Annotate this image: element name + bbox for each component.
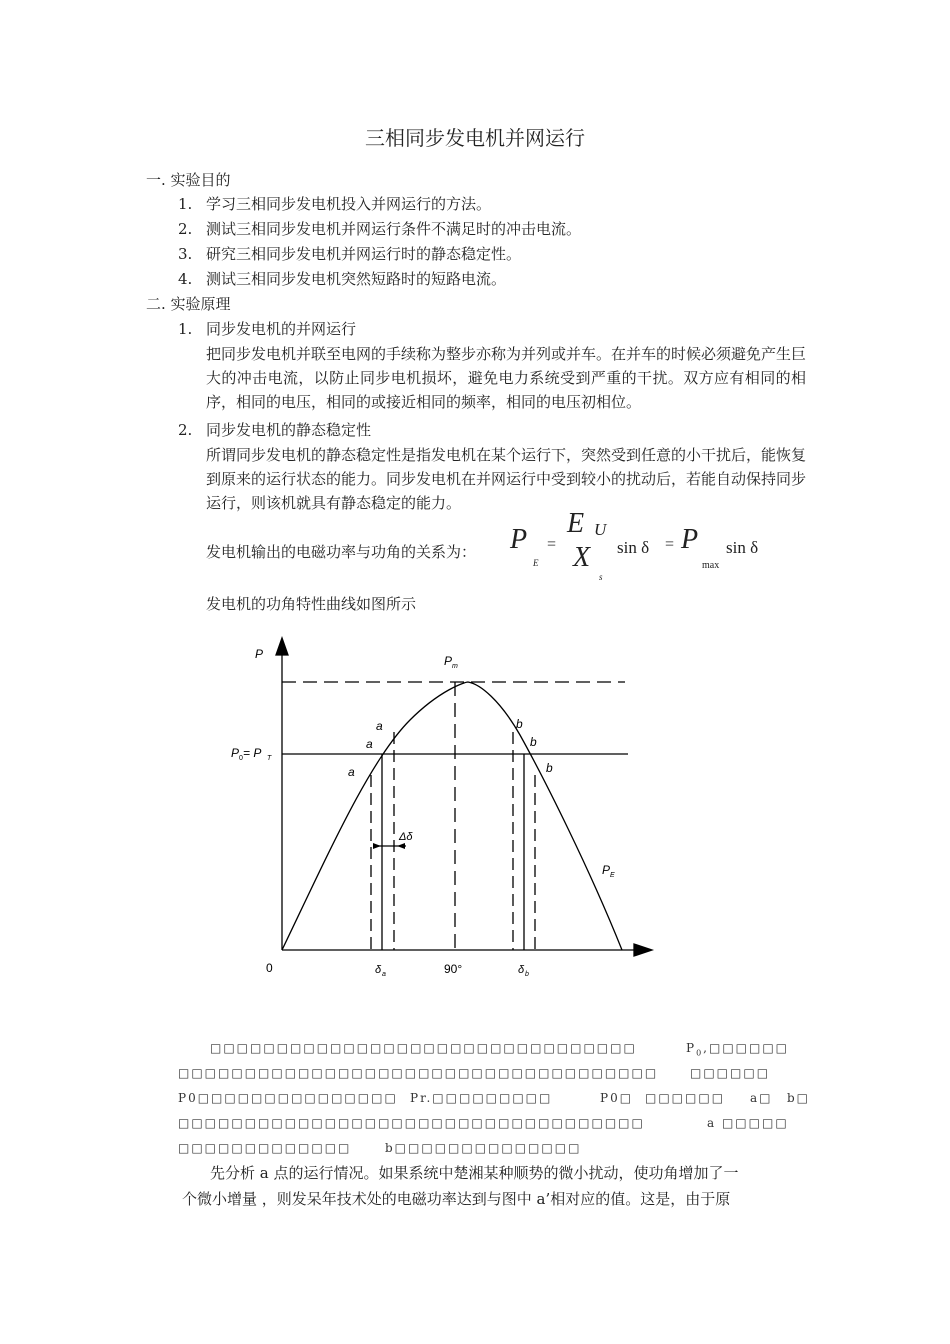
section-1-heading: 一. 实验目的: [146, 171, 231, 189]
a-dprime-label: a: [348, 765, 355, 779]
p0-label-sub: 0: [239, 755, 243, 762]
formula-sub-e: E: [533, 558, 539, 568]
b-dprime-label: b: [546, 761, 553, 775]
list-number: 3.: [178, 245, 193, 263]
delta-axis-arrow: [634, 944, 652, 956]
formula-u: U: [594, 520, 607, 539]
garbled-fragment: Pr.□□□□□□□□□: [410, 1091, 553, 1105]
formula-intro: 发电机输出的电磁功率与功角的关系为：: [206, 543, 477, 561]
delta-delta-label: Δδ: [399, 831, 413, 843]
formula-x: X: [573, 542, 591, 573]
subsection-title: 同步发电机的静态稳定性: [206, 421, 372, 439]
power-angle-diagram: [220, 630, 660, 990]
list-item: 测试三相同步发电机突然短路时的短路电流。: [206, 270, 507, 288]
formula-eq-2: =: [665, 536, 675, 553]
garbled-fragment: P0□: [600, 1091, 634, 1105]
pt-label: = P: [243, 746, 262, 760]
p-axis-arrow: [276, 638, 288, 655]
b-prime-label: b: [516, 717, 523, 731]
list-item: 测试三相同步发电机并网运行条件不满足时的冲击电流。: [206, 220, 582, 238]
paragraph-line: 个微小增量 ，则发呆年技术处的电磁功率达到与图中 a’相对应的值。这是，由于原: [182, 1190, 731, 1208]
formula-eq: =: [547, 536, 557, 553]
p-axis-label: P: [255, 647, 264, 661]
paragraph: 所谓同步发电机的静态稳定性是指发电机在某个运行下，突然受到任意的小干扰后，能恢复到原来的运行状态的能力。同步发电机在并网运行中受到较小的扰动后，若能自动保持同步运行，则该机就具有静态稳定的能力。: [206, 446, 807, 512]
formula: [505, 510, 795, 585]
formula-p-2: P: [681, 524, 699, 555]
delta-b-label: δ: [518, 964, 525, 976]
list-number: 1.: [178, 195, 193, 213]
garbled-line: P0□□□□□□□□□□□□□□□: [178, 1091, 398, 1105]
garbled-line: □□□□□□□□□□□□□□□□□□□□□□□□□□□□□□□□□□□□: [178, 1066, 659, 1080]
formula-p: P: [510, 524, 528, 555]
page-title: 三相同步发电机并网运行: [365, 126, 585, 150]
delta-delta-arrowhead: [373, 843, 381, 849]
formula-sin-1: sin δ: [617, 538, 650, 557]
delta-delta-arrowhead: [397, 843, 405, 849]
origin-label: 0: [266, 961, 273, 975]
list-number: 4.: [178, 270, 193, 288]
pm-label: P: [444, 654, 453, 668]
list-item: 学习三相同步发电机投入并网运行的方法。: [206, 195, 492, 213]
garbled-fragment: a□: [750, 1091, 773, 1105]
paragraph-line: 先分析 a 点的运行情况。如果系统中楚湘某种顺势的微小扰动，使功角增加了一: [210, 1164, 739, 1182]
a-label: a: [366, 737, 373, 751]
pt-label-sub: T: [267, 755, 272, 762]
pe-label-sub: E: [610, 872, 615, 879]
pm-label-sub: m: [452, 663, 458, 670]
garbled-fragment: b□□□□□□□□□□□□□□: [385, 1141, 582, 1155]
subsection-title: 同步发电机的并网运行: [206, 320, 357, 338]
delta-b-label-sub: b: [525, 971, 529, 978]
deg90-label: 90°: [444, 962, 463, 976]
garbled-fragment: a □□□□□: [707, 1116, 789, 1130]
garbled-fragment: b□: [787, 1091, 811, 1105]
pe-label: P: [602, 863, 611, 877]
formula-e: E: [567, 508, 585, 539]
delta-a-label-sub: a: [382, 971, 386, 978]
formula-sub-s: s: [599, 572, 603, 582]
garbled-fragment: $P_0,□□□□□□$: [686, 1041, 790, 1058]
garbled-line: □□□□□□□□□□□□□: [178, 1141, 352, 1155]
garbled-line: □□□□□□□□□□□□□□□□□□□□□□□□□□□□□□□□□□□: [178, 1116, 645, 1130]
paragraph: 把同步发电机并联至电网的手续称为整步亦称为并列或并车。在并车的时候必须避免产生巨大的冲击电流，以防止同步电机损坏，避免电力系统受到严重的干扰。双方应有相同的相序，相同的电压，相同的或接近相同的频率，相同的电压初相位。: [206, 345, 807, 411]
garbled-fragment: □□□□□□: [690, 1066, 771, 1080]
a-prime-label: a: [376, 719, 383, 733]
formula-sin-2: sin δ: [726, 538, 759, 557]
curve-caption: 发电机的功角特性曲线如图所示: [206, 595, 417, 613]
delta-a-label: δ: [375, 964, 382, 976]
list-number: 1.: [178, 320, 193, 338]
list-item: 研究三相同步发电机并网运行时的静态稳定性。: [206, 245, 522, 263]
b-label: b: [530, 735, 537, 749]
list-number: 2.: [178, 421, 193, 439]
list-number: 2.: [178, 220, 193, 238]
garbled-fragment: □□□□□□: [645, 1091, 726, 1105]
garbled-line: □□□□□□□□□□□□□□□□□□□□□□□□□□□□□□□□: [210, 1041, 637, 1055]
formula-sub-max: max: [702, 560, 720, 571]
section-2-heading: 二. 实验原理: [146, 295, 231, 313]
pe-curve: [282, 682, 622, 950]
p0-label: P: [231, 746, 240, 760]
